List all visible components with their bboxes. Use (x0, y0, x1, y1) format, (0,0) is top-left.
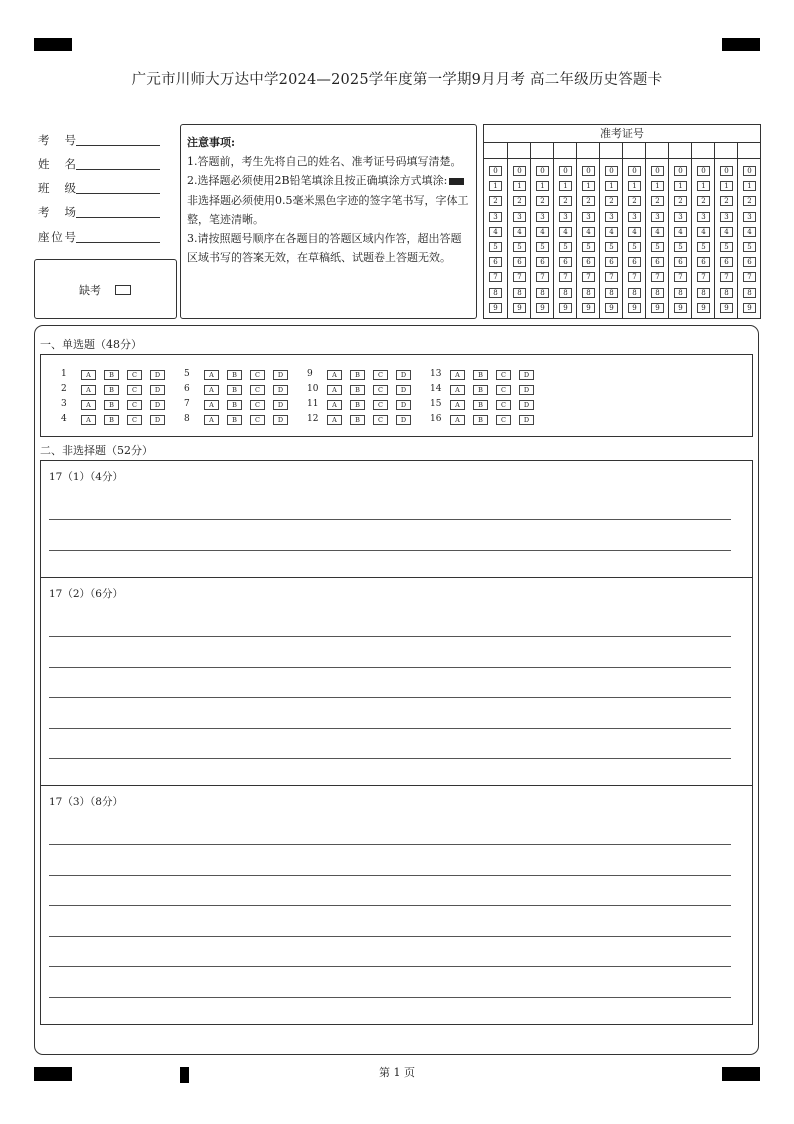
ticket-write-cell[interactable] (484, 142, 507, 159)
mcq-option-bubble[interactable]: B (473, 415, 488, 425)
writing-line[interactable] (49, 997, 731, 998)
mcq-question (307, 384, 422, 395)
ticket-column (553, 142, 577, 318)
mcq-option-bubble[interactable]: A (204, 415, 219, 425)
ticket-digit-bubble[interactable]: 0 (559, 166, 572, 176)
writing-line[interactable] (49, 550, 731, 551)
mcq-option-bubble[interactable]: C (373, 370, 388, 380)
mcq-option-bubble[interactable]: A (204, 370, 219, 380)
ticket-column (484, 142, 507, 318)
ticket-digit-bubble[interactable]: 0 (513, 166, 526, 176)
ticket-column (622, 142, 646, 318)
ticket-digit-bubble[interactable]: 8 (513, 288, 526, 298)
ticket-digit-bubble[interactable]: 2 (536, 196, 549, 206)
mcq-question (184, 399, 299, 410)
writing-line[interactable] (49, 844, 731, 845)
student-field-input-line[interactable] (76, 193, 160, 194)
mcq-grid (40, 354, 753, 437)
ticket-write-cell[interactable] (692, 142, 715, 159)
mcq-question (430, 414, 545, 425)
ticket-column (668, 142, 692, 318)
mcq-option-bubble[interactable]: B (104, 370, 119, 380)
ticket-digit-bubble[interactable]: 6 (582, 257, 595, 267)
ticket-digit-bubble[interactable]: 4 (513, 227, 526, 237)
ticket-digit-bubble[interactable]: 5 (743, 242, 756, 252)
ticket-digit-bubble[interactable]: 3 (628, 212, 641, 222)
ticket-write-cell[interactable] (508, 142, 531, 159)
mcq-option-bubble[interactable]: C (373, 415, 388, 425)
student-field-label: 考 号 (38, 133, 76, 147)
ticket-digit-bubble[interactable]: 5 (720, 242, 733, 252)
ticket-digit-bubble[interactable]: 9 (720, 303, 733, 313)
ticket-digit-bubble[interactable]: 6 (674, 257, 687, 267)
ticket-digit-bubble[interactable]: 4 (628, 227, 641, 237)
mcq-question (307, 414, 422, 425)
notice-heading: 注意事项: (187, 136, 236, 149)
writing-line[interactable] (49, 519, 731, 520)
mcq-option-bubble[interactable]: D (519, 385, 534, 395)
ticket-digit-bubble[interactable]: 4 (720, 227, 733, 237)
mcq-option-bubble[interactable]: B (350, 370, 365, 380)
ticket-digit-bubble[interactable]: 6 (628, 257, 641, 267)
ticket-digit-bubble[interactable]: 5 (489, 242, 502, 252)
ticket-digit-bubble[interactable]: 3 (605, 212, 618, 222)
ticket-digit-bubble[interactable]: 1 (651, 181, 664, 191)
ticket-write-cell[interactable] (669, 142, 692, 159)
ticket-digit-bubble[interactable]: 0 (582, 166, 595, 176)
mcq-option-bubble[interactable]: A (204, 385, 219, 395)
mcq-question (61, 369, 176, 380)
mcq-question-number: 6 (184, 384, 190, 394)
mcq-option-bubble[interactable]: D (396, 370, 411, 380)
mcq-option-bubble[interactable]: C (250, 385, 265, 395)
ticket-digit-bubble[interactable]: 6 (651, 257, 664, 267)
mcq-option-bubble[interactable]: C (127, 385, 142, 395)
mcq-question-number: 11 (307, 399, 319, 409)
writing-line[interactable] (49, 636, 731, 637)
ticket-digit-bubble[interactable]: 0 (651, 166, 664, 176)
ticket-digit-bubble[interactable]: 3 (582, 212, 595, 222)
mcq-question (430, 399, 545, 410)
mcq-option-bubble[interactable]: B (104, 400, 119, 410)
ticket-digit-bubble[interactable]: 8 (582, 288, 595, 298)
mcq-option-bubble[interactable]: D (150, 415, 165, 425)
mcq-option-bubble[interactable]: A (81, 400, 96, 410)
mcq-question-number: 4 (61, 414, 67, 424)
writing-line[interactable] (49, 758, 731, 759)
ticket-digit-bubble[interactable]: 4 (674, 227, 687, 237)
mcq-option-bubble[interactable]: A (327, 400, 342, 410)
mcq-question (61, 384, 176, 395)
ticket-digit-bubble[interactable]: 6 (513, 257, 526, 267)
mcq-question-number: 15 (430, 399, 442, 409)
mcq-option-bubble[interactable]: C (496, 415, 511, 425)
mcq-question-number: 1 (61, 369, 67, 379)
mcq-option-bubble[interactable]: B (350, 415, 365, 425)
student-field (38, 229, 76, 245)
ticket-column (530, 142, 554, 318)
mcq-question (184, 369, 299, 380)
ticket-digit-bubble[interactable]: 4 (559, 227, 572, 237)
ticket-column (691, 142, 715, 318)
ticket-digit-bubble[interactable]: 8 (720, 288, 733, 298)
ticket-digit-bubble[interactable]: 1 (536, 181, 549, 191)
student-field (38, 132, 76, 148)
ticket-digit-bubble[interactable]: 7 (582, 272, 595, 282)
ticket-digit-bubble[interactable]: 1 (720, 181, 733, 191)
page-title: 广元市川师大万达中学2024—2025学年度第一学期9月月考 高二年级历史答题卡 (131, 72, 663, 88)
ticket-digit-bubble[interactable]: 4 (651, 227, 664, 237)
mcq-option-bubble[interactable]: B (104, 415, 119, 425)
ticket-digit-bubble[interactable]: 1 (743, 181, 756, 191)
notice-item-2-part-a: 2.选择题必须使用2B铅笔填涂且按正确填涂方式填涂: (187, 174, 448, 188)
writing-line[interactable] (49, 697, 731, 698)
ticket-digit-bubble[interactable]: 0 (605, 166, 618, 176)
mcq-option-bubble[interactable]: D (519, 400, 534, 410)
mcq-question (430, 369, 545, 380)
ticket-digit-bubble[interactable]: 2 (651, 196, 664, 206)
ticket-column (714, 142, 738, 318)
ticket-column (507, 142, 531, 318)
mcq-option-bubble[interactable]: D (273, 400, 288, 410)
ticket-digit-bubble[interactable]: 4 (605, 227, 618, 237)
ticket-write-cell[interactable] (646, 142, 669, 159)
absent-label: 缺考 (79, 284, 101, 297)
mcq-question-number: 3 (61, 399, 67, 409)
answer-box-label: 17（1）（4分） (49, 471, 123, 483)
notice-item-3: 3.请按照题号顺序在各题目的答题区域内作答，超出答题区域书写的答案无效，在草稿纸、试题卷上答题无效。 (187, 232, 462, 265)
ticket-digit-bubble[interactable]: 7 (651, 272, 664, 282)
ticket-digit-bubble[interactable]: 2 (605, 196, 618, 206)
ticket-digit-bubble[interactable]: 3 (674, 212, 687, 222)
mcq-option-bubble[interactable]: D (273, 415, 288, 425)
ticket-digit-bubble[interactable]: 5 (628, 242, 641, 252)
ticket-digit-bubble[interactable]: 6 (697, 257, 710, 267)
ticket-digit-bubble[interactable]: 9 (674, 303, 687, 313)
mcq-question-number: 8 (184, 414, 190, 424)
ticket-digit-bubble[interactable]: 6 (720, 257, 733, 267)
mcq-option-bubble[interactable]: B (104, 385, 119, 395)
ticket-digit-bubble[interactable]: 0 (536, 166, 549, 176)
registration-mark-top-left (34, 38, 72, 51)
ticket-digit-bubble[interactable]: 2 (628, 196, 641, 206)
mcq-option-bubble[interactable]: C (373, 385, 388, 395)
mcq-option-bubble[interactable]: A (81, 415, 96, 425)
student-field-input-line[interactable] (76, 169, 160, 170)
mcq-question-number: 10 (307, 384, 319, 394)
ticket-write-cell[interactable] (600, 142, 623, 159)
ticket-digit-bubble[interactable]: 1 (582, 181, 595, 191)
mcq-question (61, 414, 176, 425)
mcq-question-number: 14 (430, 384, 442, 394)
ticket-digit-bubble[interactable]: 6 (559, 257, 572, 267)
ticket-column (645, 142, 669, 318)
ticket-digit-bubble[interactable]: 7 (536, 272, 549, 282)
mcq-option-bubble[interactable]: D (273, 370, 288, 380)
ticket-digit-bubble[interactable]: 7 (628, 272, 641, 282)
ticket-digit-bubble[interactable]: 7 (559, 272, 572, 282)
answer-box-label: 17（3）（8分） (49, 796, 123, 808)
ticket-digit-bubble[interactable]: 8 (674, 288, 687, 298)
student-field-label: 姓 名 (38, 157, 76, 171)
ticket-digit-bubble[interactable]: 2 (674, 196, 687, 206)
absent-box (34, 259, 177, 319)
ticket-digit-bubble[interactable]: 4 (489, 227, 502, 237)
mcq-option-bubble[interactable]: C (496, 400, 511, 410)
ticket-digit-bubble[interactable]: 0 (489, 166, 502, 176)
absent-checkbox[interactable] (115, 285, 131, 295)
ticket-digit-bubble[interactable]: 1 (605, 181, 618, 191)
ticket-digit-bubble[interactable]: 7 (720, 272, 733, 282)
notice-box (180, 124, 477, 319)
mcq-question (430, 384, 545, 395)
ticket-digit-bubble[interactable]: 3 (536, 212, 549, 222)
ticket-digit-bubble[interactable]: 9 (559, 303, 572, 313)
mcq-option-bubble[interactable]: A (450, 400, 465, 410)
mcq-option-bubble[interactable]: A (81, 370, 96, 380)
ticket-digit-bubble[interactable]: 9 (582, 303, 595, 313)
mcq-question-number: 12 (307, 414, 319, 424)
ticket-digit-bubble[interactable]: 6 (536, 257, 549, 267)
student-field-input-line[interactable] (76, 217, 160, 218)
mcq-option-bubble[interactable]: A (450, 415, 465, 425)
student-field-input-line[interactable] (76, 242, 160, 243)
ticket-write-cell[interactable] (554, 142, 577, 159)
ticket-digit-bubble[interactable]: 7 (513, 272, 526, 282)
student-field-label: 座位号 (38, 230, 76, 244)
ticket-digit-bubble[interactable]: 6 (743, 257, 756, 267)
student-field-label: 班 级 (38, 181, 76, 195)
ticket-title: 准考证号 (484, 125, 760, 143)
student-field (38, 156, 76, 172)
answer-box (40, 577, 753, 786)
ticket-write-cell[interactable] (738, 142, 761, 159)
mcq-option-bubble[interactable]: C (250, 400, 265, 410)
mcq-option-bubble[interactable]: B (227, 400, 242, 410)
ticket-digit-bubble[interactable]: 3 (513, 212, 526, 222)
mcq-option-bubble[interactable]: B (227, 385, 242, 395)
mcq-question (184, 414, 299, 425)
ticket-digit-bubble[interactable]: 8 (489, 288, 502, 298)
ticket-digit-bubble[interactable]: 7 (697, 272, 710, 282)
mcq-option-bubble[interactable]: D (273, 385, 288, 395)
student-field (38, 180, 76, 196)
ticket-digit-bubble[interactable]: 2 (697, 196, 710, 206)
mcq-option-bubble[interactable]: B (350, 400, 365, 410)
ticket-digit-bubble[interactable]: 3 (559, 212, 572, 222)
mcq-option-bubble[interactable]: D (396, 385, 411, 395)
mcq-question-number: 7 (184, 399, 190, 409)
ticket-digit-bubble[interactable]: 3 (720, 212, 733, 222)
mcq-option-bubble[interactable]: A (81, 385, 96, 395)
ticket-digit-bubble[interactable]: 7 (605, 272, 618, 282)
ticket-digit-bubble[interactable]: 3 (697, 212, 710, 222)
mcq-option-bubble[interactable]: A (327, 415, 342, 425)
ticket-write-cell[interactable] (577, 142, 600, 159)
ticket-digit-bubble[interactable]: 5 (651, 242, 664, 252)
mcq-option-bubble[interactable]: B (350, 385, 365, 395)
mcq-option-bubble[interactable]: D (519, 415, 534, 425)
writing-line[interactable] (49, 966, 731, 967)
mcq-option-bubble[interactable]: D (396, 400, 411, 410)
ticket-digit-bubble[interactable]: 8 (651, 288, 664, 298)
ticket-digit-bubble[interactable]: 6 (489, 257, 502, 267)
mcq-question-number: 9 (307, 369, 313, 379)
mcq-option-bubble[interactable]: C (496, 385, 511, 395)
mcq-option-bubble[interactable]: B (227, 370, 242, 380)
student-field-label: 考 场 (38, 205, 76, 219)
mcq-question-number: 5 (184, 369, 190, 379)
ticket-digit-bubble[interactable]: 8 (743, 288, 756, 298)
page-number: 第 1 页 (379, 1066, 415, 1079)
section1-title: 一、单选题（48分） (40, 338, 142, 351)
ticket-digit-bubble[interactable]: 4 (697, 227, 710, 237)
ticket-digit-bubble[interactable]: 2 (513, 196, 526, 206)
ticket-digit-bubble[interactable]: 9 (743, 303, 756, 313)
ticket-digit-bubble[interactable]: 8 (697, 288, 710, 298)
ticket-digit-bubble[interactable]: 9 (651, 303, 664, 313)
mcq-option-bubble[interactable]: C (127, 370, 142, 380)
mcq-option-bubble[interactable]: A (327, 370, 342, 380)
ticket-digit-bubble[interactable]: 7 (489, 272, 502, 282)
mcq-question (61, 399, 176, 410)
mcq-option-bubble[interactable]: D (150, 385, 165, 395)
ticket-digit-bubble[interactable]: 7 (743, 272, 756, 282)
mcq-option-bubble[interactable]: C (373, 400, 388, 410)
ticket-digit-bubble[interactable]: 5 (697, 242, 710, 252)
ticket-digit-bubble[interactable]: 2 (743, 196, 756, 206)
ticket-digit-bubble[interactable]: 7 (674, 272, 687, 282)
ticket-digit-bubble[interactable]: 9 (697, 303, 710, 313)
notice-item-1: 1.答题前，考生先将自己的姓名、准考证号码填写清楚。 (187, 155, 462, 169)
ticket-digit-bubble[interactable]: 9 (628, 303, 641, 313)
ticket-digit-bubble[interactable]: 3 (743, 212, 756, 222)
student-field-input-line[interactable] (76, 145, 160, 146)
mcq-option-bubble[interactable]: C (250, 415, 265, 425)
mcq-option-bubble[interactable]: D (150, 370, 165, 380)
ticket-digit-bubble[interactable]: 3 (651, 212, 664, 222)
filled-bubble-sample-icon (449, 178, 464, 185)
ticket-digit-bubble[interactable]: 2 (582, 196, 595, 206)
mcq-option-bubble[interactable]: A (450, 385, 465, 395)
ticket-digit-bubble[interactable]: 5 (513, 242, 526, 252)
ticket-digit-bubble[interactable]: 5 (674, 242, 687, 252)
ticket-digit-bubble[interactable]: 8 (536, 288, 549, 298)
ticket-digit-bubble[interactable]: 1 (489, 181, 502, 191)
ticket-digit-bubble[interactable]: 5 (605, 242, 618, 252)
ticket-digit-bubble[interactable]: 2 (489, 196, 502, 206)
ticket-digit-bubble[interactable]: 0 (697, 166, 710, 176)
ticket-digit-bubble[interactable]: 2 (559, 196, 572, 206)
ticket-digit-bubble[interactable]: 0 (674, 166, 687, 176)
ticket-digit-bubble[interactable]: 5 (559, 242, 572, 252)
ticket-write-cell[interactable] (623, 142, 646, 159)
ticket-digit-bubble[interactable]: 1 (697, 181, 710, 191)
answer-box-label: 17（2）（6分） (49, 588, 123, 600)
mcq-option-bubble[interactable]: A (327, 385, 342, 395)
writing-line[interactable] (49, 905, 731, 906)
ticket-digit-bubble[interactable]: 4 (536, 227, 549, 237)
ticket-column (576, 142, 600, 318)
mcq-question-number: 13 (430, 369, 442, 379)
mcq-option-bubble[interactable]: C (250, 370, 265, 380)
ticket-digit-bubble[interactable]: 3 (489, 212, 502, 222)
ticket-column (599, 142, 623, 318)
mcq-option-bubble[interactable]: C (127, 415, 142, 425)
answer-box (40, 785, 753, 1025)
ticket-digit-bubble[interactable]: 9 (605, 303, 618, 313)
mcq-option-bubble[interactable]: C (127, 400, 142, 410)
mcq-question-number: 16 (430, 414, 442, 424)
mcq-question-number: 2 (61, 384, 67, 394)
ticket-digit-bubble[interactable]: 4 (743, 227, 756, 237)
ticket-digit-bubble[interactable]: 1 (559, 181, 572, 191)
ticket-digit-bubble[interactable]: 0 (628, 166, 641, 176)
mcq-question (307, 369, 422, 380)
ticket-write-cell[interactable] (531, 142, 554, 159)
registration-mark-top-right (722, 38, 760, 51)
ticket-number-grid (483, 124, 761, 319)
writing-line[interactable] (49, 728, 731, 729)
writing-line[interactable] (49, 667, 731, 668)
ticket-digit-bubble[interactable]: 0 (743, 166, 756, 176)
mcq-option-bubble[interactable]: B (473, 385, 488, 395)
ticket-digit-bubble[interactable]: 1 (513, 181, 526, 191)
mcq-option-bubble[interactable]: B (227, 415, 242, 425)
ticket-digit-bubble[interactable]: 8 (628, 288, 641, 298)
ticket-digit-bubble[interactable]: 1 (674, 181, 687, 191)
student-field (38, 204, 76, 220)
writing-line[interactable] (49, 875, 731, 876)
mcq-option-bubble[interactable]: A (450, 370, 465, 380)
ticket-column (737, 142, 761, 318)
ticket-digit-bubble[interactable]: 6 (605, 257, 618, 267)
ticket-digit-bubble[interactable]: 5 (536, 242, 549, 252)
ticket-digit-bubble[interactable]: 1 (628, 181, 641, 191)
ticket-write-cell[interactable] (715, 142, 738, 159)
ticket-digit-bubble[interactable]: 5 (582, 242, 595, 252)
mcq-option-bubble[interactable]: D (150, 400, 165, 410)
ticket-digit-bubble[interactable]: 9 (513, 303, 526, 313)
mcq-option-bubble[interactable]: A (204, 400, 219, 410)
ticket-digit-bubble[interactable]: 8 (605, 288, 618, 298)
section2-title: 二、非选择题（52分） (40, 444, 153, 457)
writing-line[interactable] (49, 936, 731, 937)
mcq-question (307, 399, 422, 410)
mcq-option-bubble[interactable]: B (473, 400, 488, 410)
ticket-digit-bubble[interactable]: 9 (489, 303, 502, 313)
mcq-option-bubble[interactable]: D (396, 415, 411, 425)
notice-item-2 (187, 171, 470, 229)
mcq-option-bubble[interactable]: D (519, 370, 534, 380)
ticket-digit-bubble[interactable]: 2 (720, 196, 733, 206)
mcq-question (184, 384, 299, 395)
mcq-option-bubble[interactable]: B (473, 370, 488, 380)
mcq-option-bubble[interactable]: C (496, 370, 511, 380)
ticket-digit-bubble[interactable]: 0 (720, 166, 733, 176)
ticket-digit-bubble[interactable]: 8 (559, 288, 572, 298)
notice-item-2-part-b: 非选择题必须使用0.5毫米黑色字迹的签字笔书写，字体工整，笔迹清晰。 (187, 193, 469, 226)
ticket-digit-bubble[interactable]: 9 (536, 303, 549, 313)
ticket-digit-bubble[interactable]: 4 (582, 227, 595, 237)
answer-box (40, 460, 753, 578)
